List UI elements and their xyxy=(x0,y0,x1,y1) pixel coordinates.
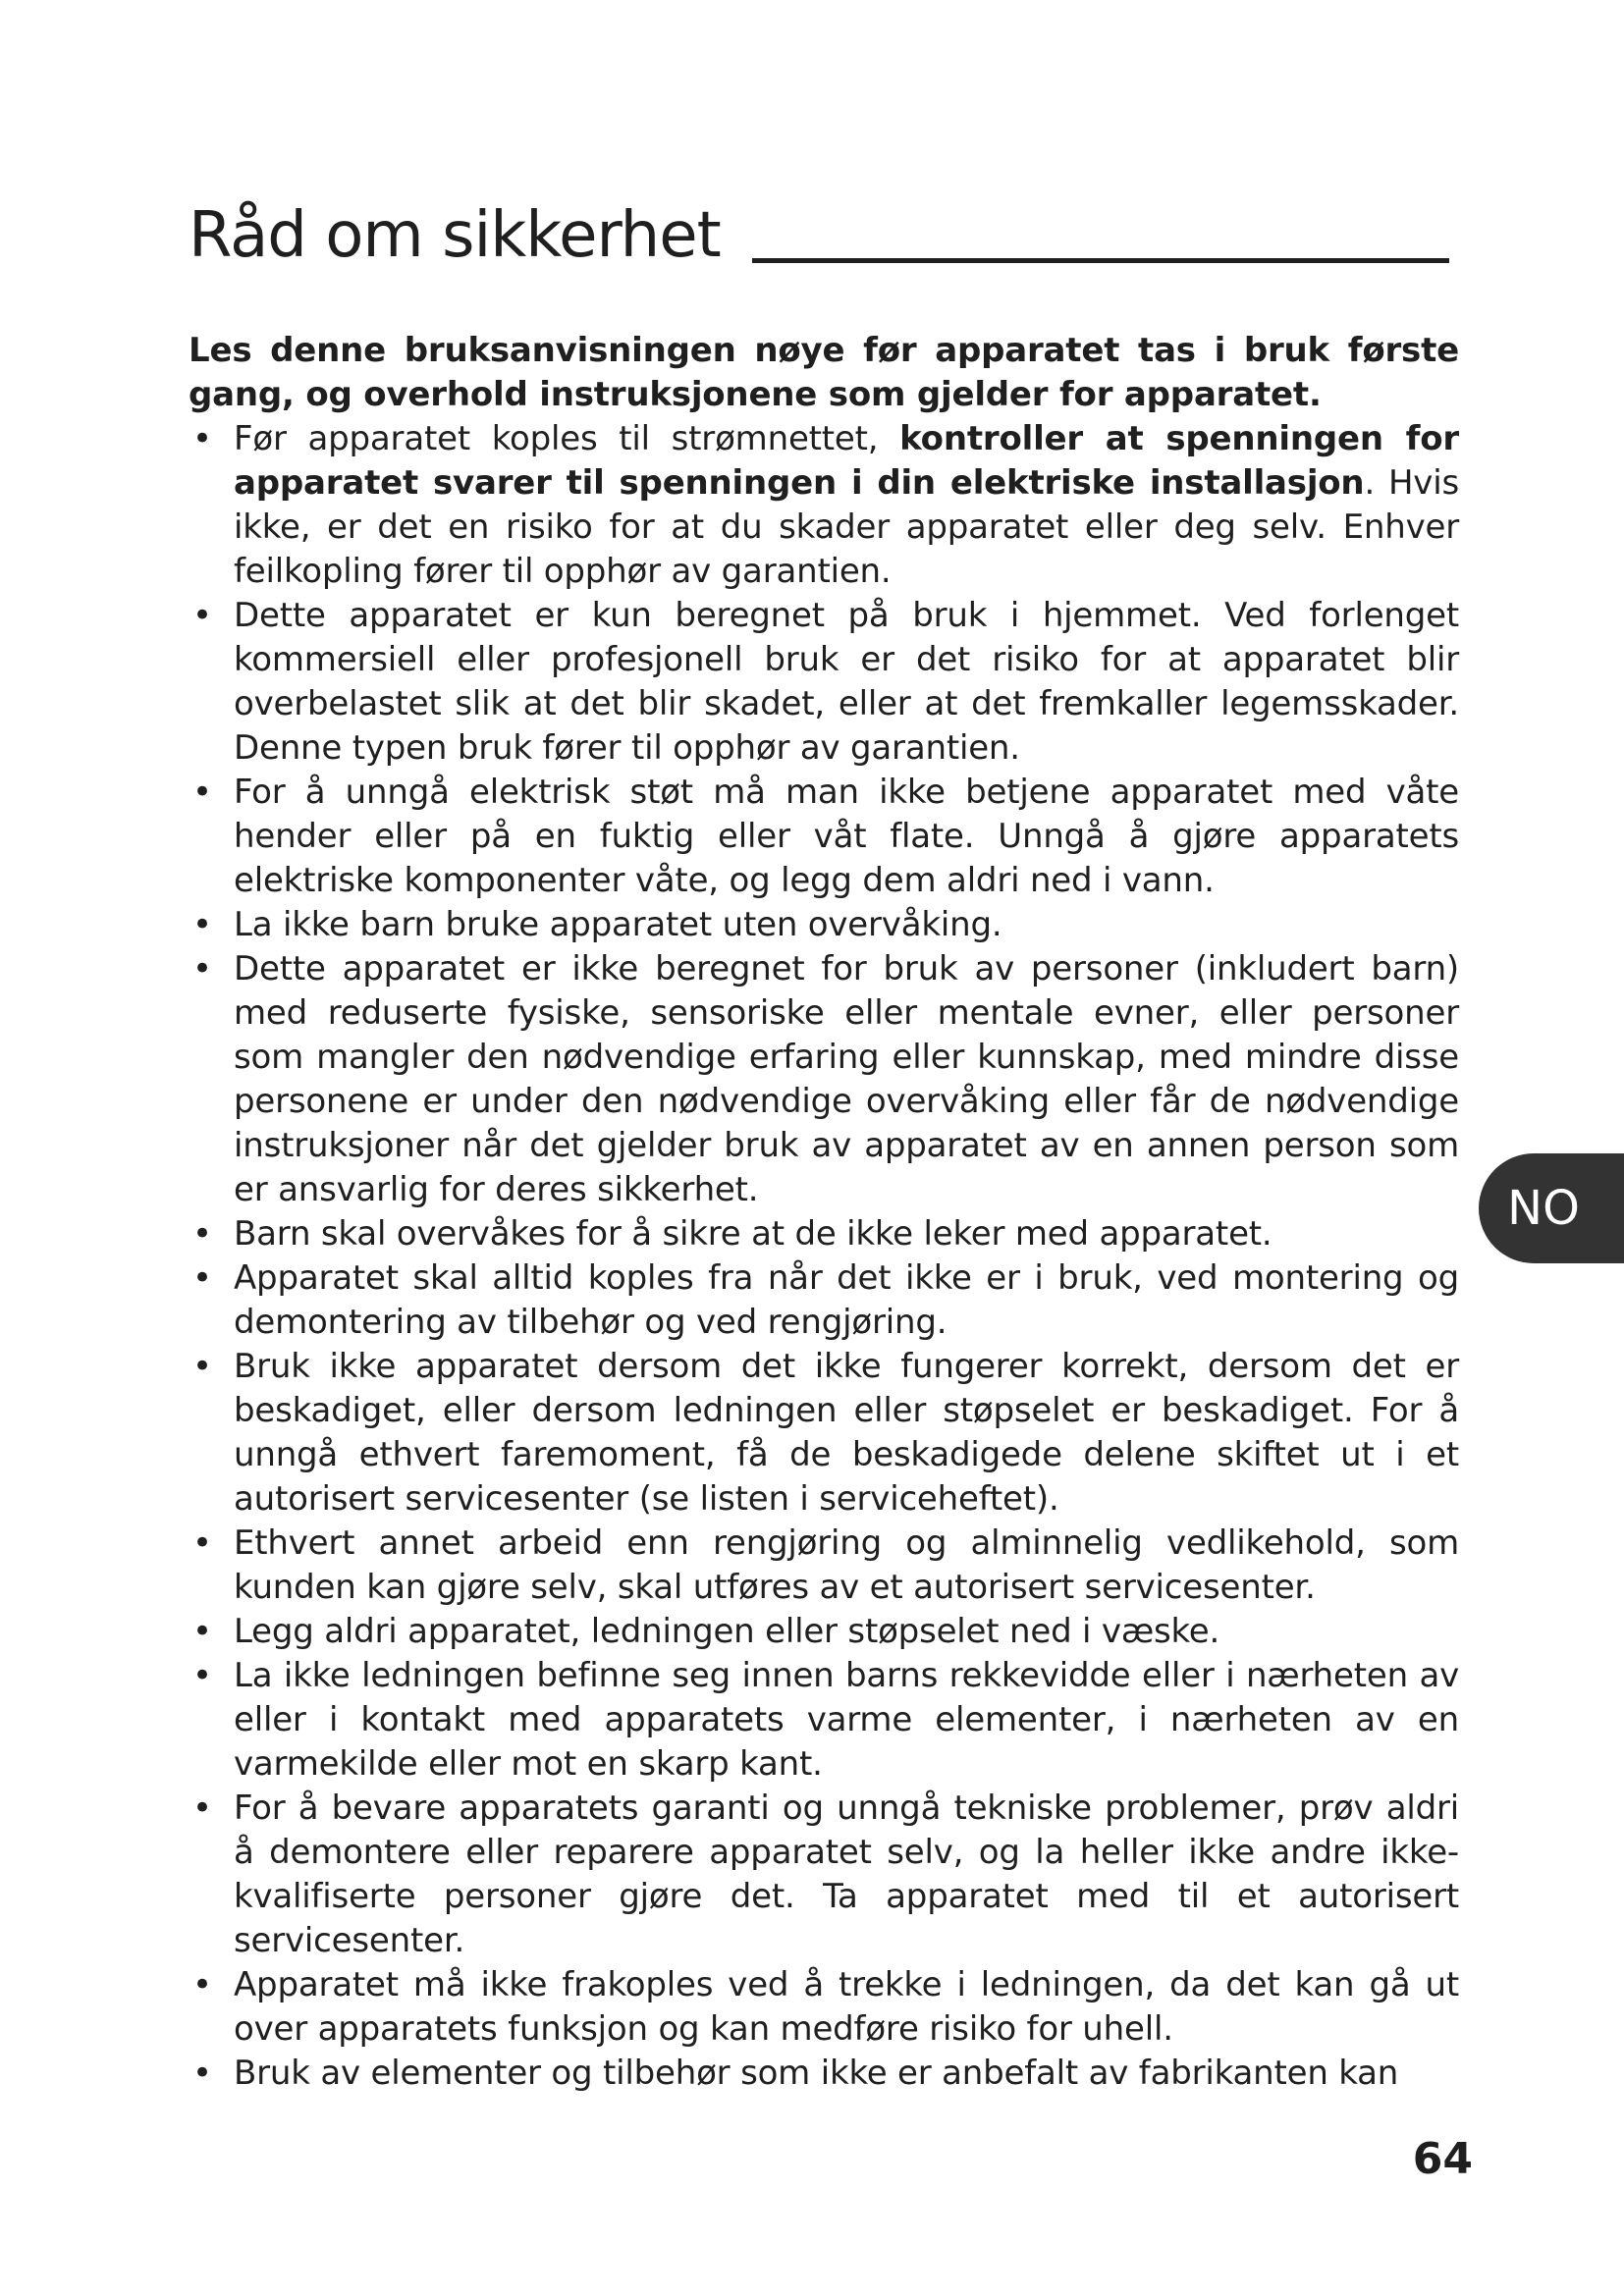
bullet: • xyxy=(192,419,212,458)
list-item xyxy=(189,1256,1459,1345)
bullet: • xyxy=(192,2054,212,2093)
bullet: • xyxy=(192,1523,212,1563)
bullet: • xyxy=(192,905,212,944)
list-item xyxy=(189,594,1459,771)
list-item xyxy=(189,1654,1459,1787)
bullet: • xyxy=(192,1965,212,2004)
safety-content xyxy=(189,329,1459,2096)
list-item xyxy=(189,2052,1459,2096)
list-item xyxy=(189,1610,1459,1654)
list-item xyxy=(189,1212,1459,1256)
list-item xyxy=(189,771,1459,903)
item-text-pre: Før apparatet koples til strømnettet, xyxy=(234,419,900,458)
title-rule xyxy=(752,258,1449,263)
item-text: Ethvert annet arbeid enn rengjøring og alminnelig vedlikehold, som kunden kan gjøre selv, skal utføres av et autorisert servicesenter. xyxy=(234,1523,1459,1607)
list-item xyxy=(189,947,1459,1212)
item-text: Dette apparatet er ikke beregnet for bruk av personer (inkludert barn) med reduserte fysiske, sensoriske eller mentale evner, eller personer som mangler den nødvendige erfaring eller kunnskap, med mindre disse personene er under den nødvendige overvåking eller får de nødvendige instruksjoner når det gjelder bruk av apparatet av en annen person som er ansvarlig for deres sikkerhet. xyxy=(234,949,1459,1209)
item-text: Bruk av elementer og tilbehør som ikke er anbefalt av fabrikanten kan xyxy=(234,2054,1399,2093)
item-text: Apparatet må ikke frakoples ved å trekke i ledningen, da det kan gå ut over apparatets funksjon og kan medføre risiko for uhell. xyxy=(234,1965,1459,2049)
item-text: Legg aldri apparatet, ledningen eller støpselet ned i væske. xyxy=(234,1612,1220,1651)
item-text-post: . Hvis ikke, er det en risiko for at du skader apparatet eller deg selv. Enhver feilkopling fører til opphør av garantien. xyxy=(234,463,1459,591)
item-text: Apparatet skal alltid koples fra når det ikke er i bruk, ved montering og demontering av tilbehør og ved rengjøring. xyxy=(234,1258,1459,1342)
page-number: 64 xyxy=(1412,2134,1473,2184)
item-text: Bruk ikke apparatet dersom det ikke fungerer korrekt, dersom det er beskadiget, eller dersom ledningen eller støpselet er beskadiget. For å unngå ethvert faremoment, få de beskadigede delene skiftet ut i et autorisert servicesenter (se listen i serviceheftet). xyxy=(234,1347,1459,1519)
bullet: • xyxy=(192,1789,212,1828)
item-text: La ikke ledningen befinne seg innen barns rekkevidde eller i nærheten av eller i kontakt med apparatets varme elementer, i nærheten av en varmekilde eller mot en skarp kant. xyxy=(234,1656,1459,1784)
safety-list xyxy=(189,417,1459,2096)
page-title-row xyxy=(189,196,1449,285)
intro-paragraph: Les denne bruksanvisningen nøye før apparatet tas i bruk første gang, og overhold instruksjonene som gjelder for apparatet. xyxy=(189,331,1459,414)
list-item xyxy=(189,417,1459,594)
bullet: • xyxy=(192,1656,212,1695)
list-item xyxy=(189,1963,1459,2052)
bullet: • xyxy=(192,1347,212,1386)
list-item xyxy=(189,903,1459,947)
list-item xyxy=(189,1345,1459,1522)
bullet: • xyxy=(192,773,212,812)
list-item xyxy=(189,1787,1459,1963)
bullet: • xyxy=(192,1612,212,1651)
item-text-bold: kontroller at spenningen for apparatet svarer til spenningen i din elektriske installasjon xyxy=(234,419,1460,503)
item-text: Barn skal overvåkes for å sikre at de ikke leker med apparatet. xyxy=(234,1214,1272,1254)
bullet: • xyxy=(192,596,212,635)
list-item xyxy=(189,1522,1459,1610)
bullet: • xyxy=(192,1258,212,1298)
item-text: La ikke barn bruke apparatet uten overvåking. xyxy=(234,905,1002,944)
language-tab: NO xyxy=(1479,1153,1624,1263)
item-text: For å unngå elektrisk støt må man ikke betjene apparatet med våte hender eller på en fuktig eller våt flate. Unngå å gjøre apparatets elektriske komponenter våte, og legg dem aldri ned i vann. xyxy=(234,773,1459,900)
bullet: • xyxy=(192,1214,212,1254)
item-text: Dette apparatet er kun beregnet på bruk i hjemmet. Ved forlenget kommersiell eller profesjonell bruk er det risiko for at apparatet blir overbelastet slik at det blir skadet, eller at det fremkaller legemsskader. Denne typen bruk fører til opphør av garantien. xyxy=(234,596,1459,768)
item-text: For å bevare apparatets garanti og unngå tekniske problemer, prøv aldri å demontere eller reparere apparatet selv, og la heller ikke andre ikke-kvalifiserte personer gjøre det. Ta apparatet med til et autorisert servicesenter. xyxy=(234,1789,1459,1960)
bullet: • xyxy=(192,949,212,988)
page-title: Råd om sikkerhet xyxy=(189,199,721,272)
